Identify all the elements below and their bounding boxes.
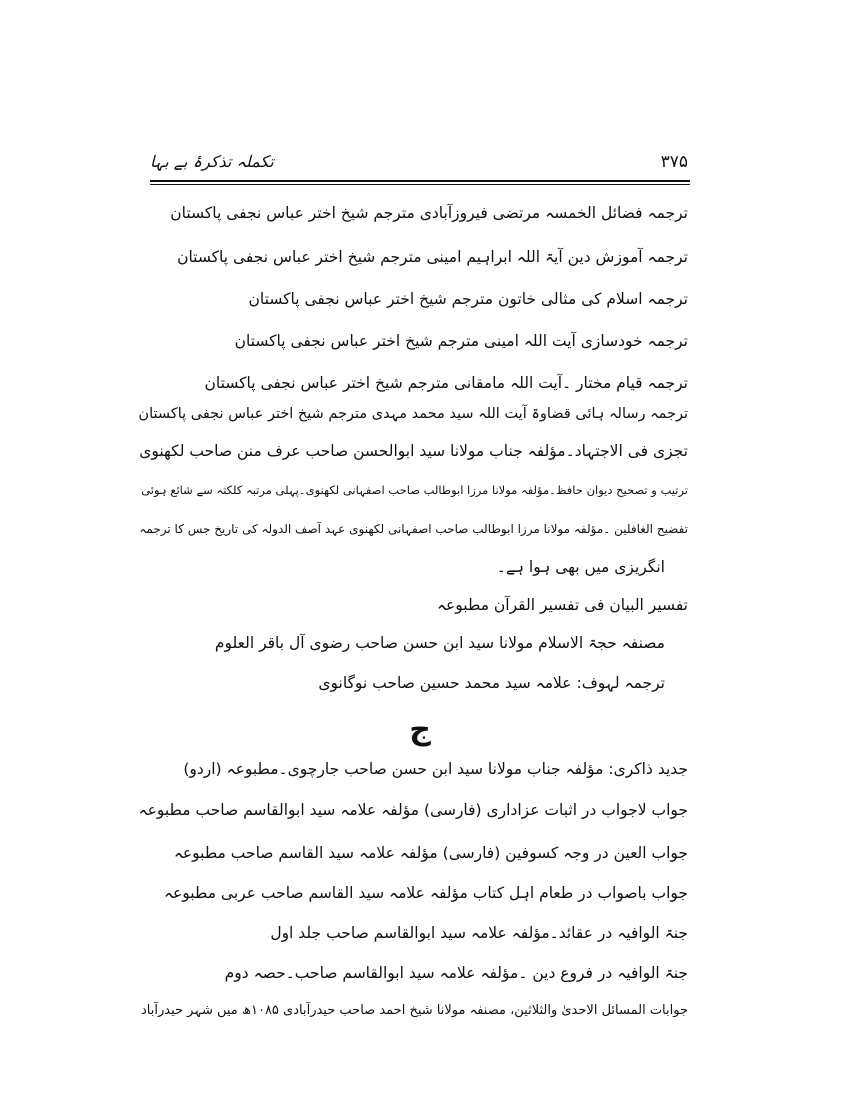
entry-line: ترجمہ اسلام کی مثالی خاتون مترجم شیخ اختر عباس نجفی پاکستان	[248, 290, 688, 308]
entry-line: ترجمہ لہوف: علامہ سید محمد حسین صاحب نوگانوی	[318, 674, 665, 692]
entry-line: ترجمہ فضائل الخمسہ مرتضی فیروزآبادی مترجم شیخ اختر عباس نجفی پاکستان	[170, 204, 688, 222]
entry-line: جواب باصواب در طعام اہل کتاب مؤلفہ علامہ سید القاسم صاحب عربی مطبوعہ	[163, 884, 688, 902]
entry-line: جدید ذاکری: مؤلفہ جناب مولانا سید ابن حسن صاحب جارچوی۔مطبوعہ (اردو)	[183, 760, 688, 778]
header-rule	[150, 180, 690, 182]
entry-line: ترجمہ قیام مختار ۔آیت اللہ مامقانی مترجم شیخ اختر عباس نجفی پاکستان	[204, 374, 688, 392]
entry-line: ترجمہ خودسازی آیت اللہ امینی مترجم شیخ اختر عباس نجفی پاکستان	[234, 332, 688, 350]
entry-line: تفسیر البیان فی تفسیر القرآن مطبوعہ	[436, 596, 688, 614]
entry-line: ترجمہ آموزش دین آیۃ اللہ ابراہیم امینی مترجم شیخ اختر عباس نجفی پاکستان	[177, 248, 688, 266]
entry-line: ترتیب و تصحیح دیوان حافظ۔مؤلفہ مولانا مرزا ابوطالب صاحب اصفہانی لکھنوی۔پہلی مرتبہ کلکتہ سے شائع ہوئی	[141, 483, 688, 497]
entry-line: تفضیح الغافلین ۔مؤلفہ مولانا مرزا ابوطالب صاحب اصفہانی لکھنوی عہد آصف الدولہ کی تاریخ جس کا ترجمہ	[139, 522, 688, 536]
section-heading-letter: ج	[409, 712, 431, 747]
entry-line: جنۃ الوافیہ در عقائد۔مؤلفہ علامہ سید ابوالقاسم صاحب جلد اول	[270, 924, 688, 942]
entry-line: جنۃ الوافیہ در فروع دین ۔مؤلفہ علامہ سید ابوالقاسم صاحب۔حصہ دوم	[224, 964, 688, 982]
entry-line: جواب لاجواب در اثبات عزاداری (فارسی) مؤلفہ علامہ سید ابوالقاسم صاحب مطبوعہ	[138, 801, 688, 819]
running-title: تکملہ تذکرۂ بے بہا	[150, 152, 274, 171]
entry-line: جواب العین در وجہ کسوفین (فارسی) مؤلفہ علامہ سید القاسم صاحب مطبوعہ	[173, 844, 688, 862]
entry-line: تجزی فی الاجتہاد۔مؤلفہ جناب مولانا سید ابوالحسن صاحب عرف منن صاحب لکھنوی	[139, 442, 688, 460]
entry-line: مصنفہ حجۃ الاسلام مولانا سید ابن حسن صاحب رضوی آل باقر العلوم	[214, 634, 665, 652]
entry-line: جوابات المسائل الاحدیٰ والثلاثین، مصنفہ مولانا شیخ احمد صاحب حیدرآبادی ۱۰۸۵ھ میں شہر حیدرآباد	[141, 1003, 688, 1018]
entry-line: ترجمہ رسالہ ہائی قضاوۃ آیت اللہ سید محمد مہدی مترجم شیخ اختر عباس نجفی پاکستان	[138, 406, 688, 422]
header-rule-thin	[150, 184, 690, 185]
entry-line: انگریزی میں بھی ہوا ہے۔	[496, 558, 665, 576]
page-number: ۳۷۵	[660, 152, 688, 172]
page-header	[150, 152, 690, 176]
